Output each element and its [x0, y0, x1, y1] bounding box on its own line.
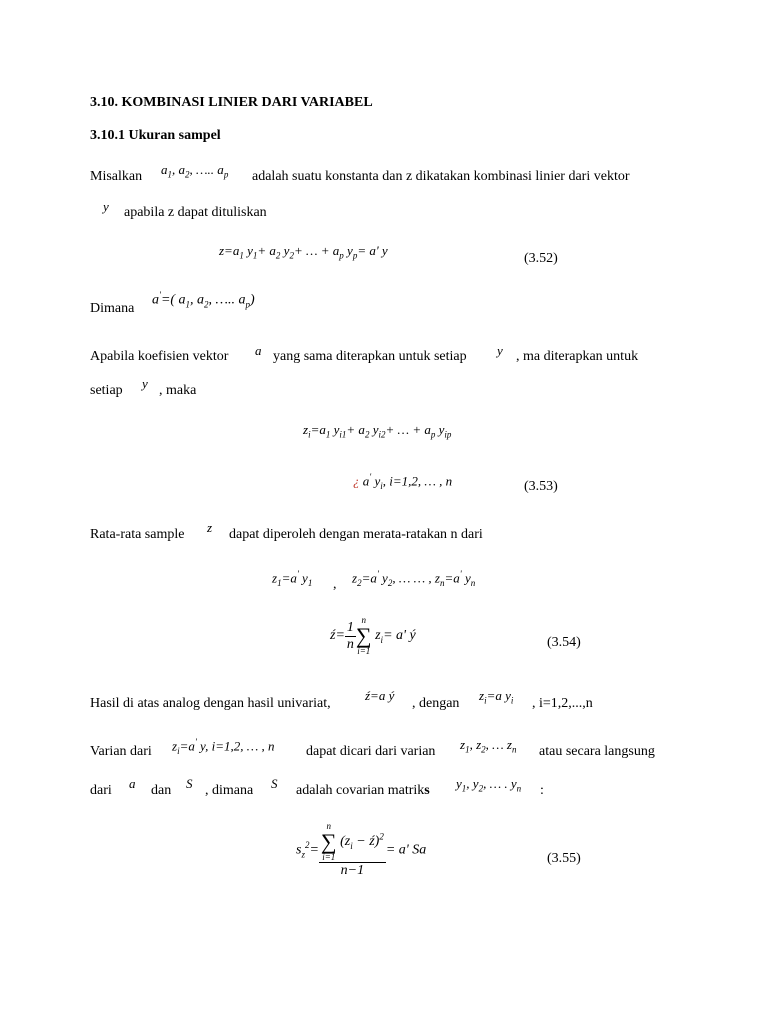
math-y-2: y: [497, 343, 503, 358]
text-atau-langsung: atau secara langsung: [539, 744, 655, 759]
text-apabila-koefisien: Apabila koefisien vektor: [90, 349, 229, 364]
text-dapat-diperoleh: dapat diperoleh dengan merata-ratakan n dari: [229, 527, 483, 542]
math-a-vector-elements: $a_1$, $a_2$, ….. $a_p$: [161, 162, 229, 180]
text-maka: , maka: [159, 383, 197, 398]
text-bold-s: s: [424, 783, 430, 798]
equation-3-55: $s_z^2=$ n ∑ i=1 ($z_i$ − ź)$^2$ n−1 = a' Sa: [296, 821, 427, 878]
equation-3-54: ź= $\frac{1}{n}$ n ∑ i=1 $z_i= a'$ ý: [330, 615, 416, 656]
math-a-2: a: [129, 776, 136, 791]
math-z-list: $z_1$, $z_2$, … $z_n$: [460, 737, 517, 755]
text-rata-rata: Rata-rata sample: [90, 527, 185, 542]
text-ma-diterapkan: , ma diterapkan untuk: [516, 349, 639, 364]
text-comma: ,: [333, 577, 337, 592]
math-a: a: [255, 343, 262, 358]
equation-z2-zn: $z_2=a'$ $y_2$, … … , $z_n=a'$ $y_n$: [352, 569, 476, 588]
equation-zi-expanded: $z_i=a_1$ $y_{i1}+ a_2$ $y_{i2}+$ … + $a_p$ $y_{ip}$: [303, 422, 452, 440]
text-adalah-kovarian: adalah covarian matriks: [296, 783, 430, 798]
text-dan: dan: [151, 783, 172, 798]
math-S-2: S: [271, 776, 278, 791]
math-y-list: $y_1$, $y_2$, … . $y_n$: [456, 776, 522, 794]
text-setiap: setiap: [90, 383, 123, 398]
text-misalkan: Misalkan: [90, 169, 143, 184]
equation-3-52: $z=a_1$ $y_1+ a_2$ $y_2+$ … + $a_p$ $y_p= a'$ y: [219, 243, 388, 261]
math-zi-ay: $z_i=a'$ y, i=1,2, … , n: [172, 737, 275, 756]
math-z-bar: z: [207, 520, 213, 535]
eq-number-3-55: (3.55): [547, 851, 581, 866]
math-a-transpose: a'=( $a_1$, $a_2$, ….. $a_p$): [152, 290, 255, 310]
math-z-bar-eq: ź=a ý: [365, 688, 395, 703]
eq-number-3-53: (3.53): [524, 479, 558, 494]
math-S: S: [186, 776, 193, 791]
math-y-3: y: [142, 376, 148, 391]
text-varian-dari: Varian dari: [90, 744, 152, 759]
math-y: y: [103, 199, 109, 214]
text-yang-sama: yang sama diterapkan untuk setiap: [273, 349, 467, 364]
text-dimana-2: , dimana: [205, 783, 254, 798]
text-dimana: Dimana: [90, 301, 135, 316]
text-hasil: Hasil di atas analog dengan hasil univariat,: [90, 696, 331, 711]
section-heading: 3.10. KOMBINASI LINIER DARI VARIABEL: [90, 95, 373, 110]
text-dengan: , dengan: [412, 696, 460, 711]
text-dari: dari: [90, 783, 112, 798]
equation-z1: $z_1=a'$ $y_1$: [272, 569, 313, 588]
text-i-range: , i=1,2,...,n: [532, 696, 593, 711]
text-dapat-dicari: dapat dicari dari varian: [306, 744, 436, 759]
subsection-heading: 3.10.1 Ukuran sampel: [90, 128, 221, 143]
math-zi-ayi: $z_i=a$ $y_i$: [479, 688, 514, 706]
eq-number-3-52: (3.52): [524, 251, 558, 266]
text-colon: :: [540, 783, 544, 798]
eq-number-3-54: (3.54): [547, 635, 581, 650]
text-adalah-konstanta: adalah suatu konstanta dan z dikatakan kombinasi linier dari vektor: [252, 169, 630, 184]
equation-3-53: ¿ a' $y_i$, i=1,2, … , n: [353, 472, 453, 491]
text-apabila-z: apabila z dapat dituliskan: [124, 205, 267, 220]
